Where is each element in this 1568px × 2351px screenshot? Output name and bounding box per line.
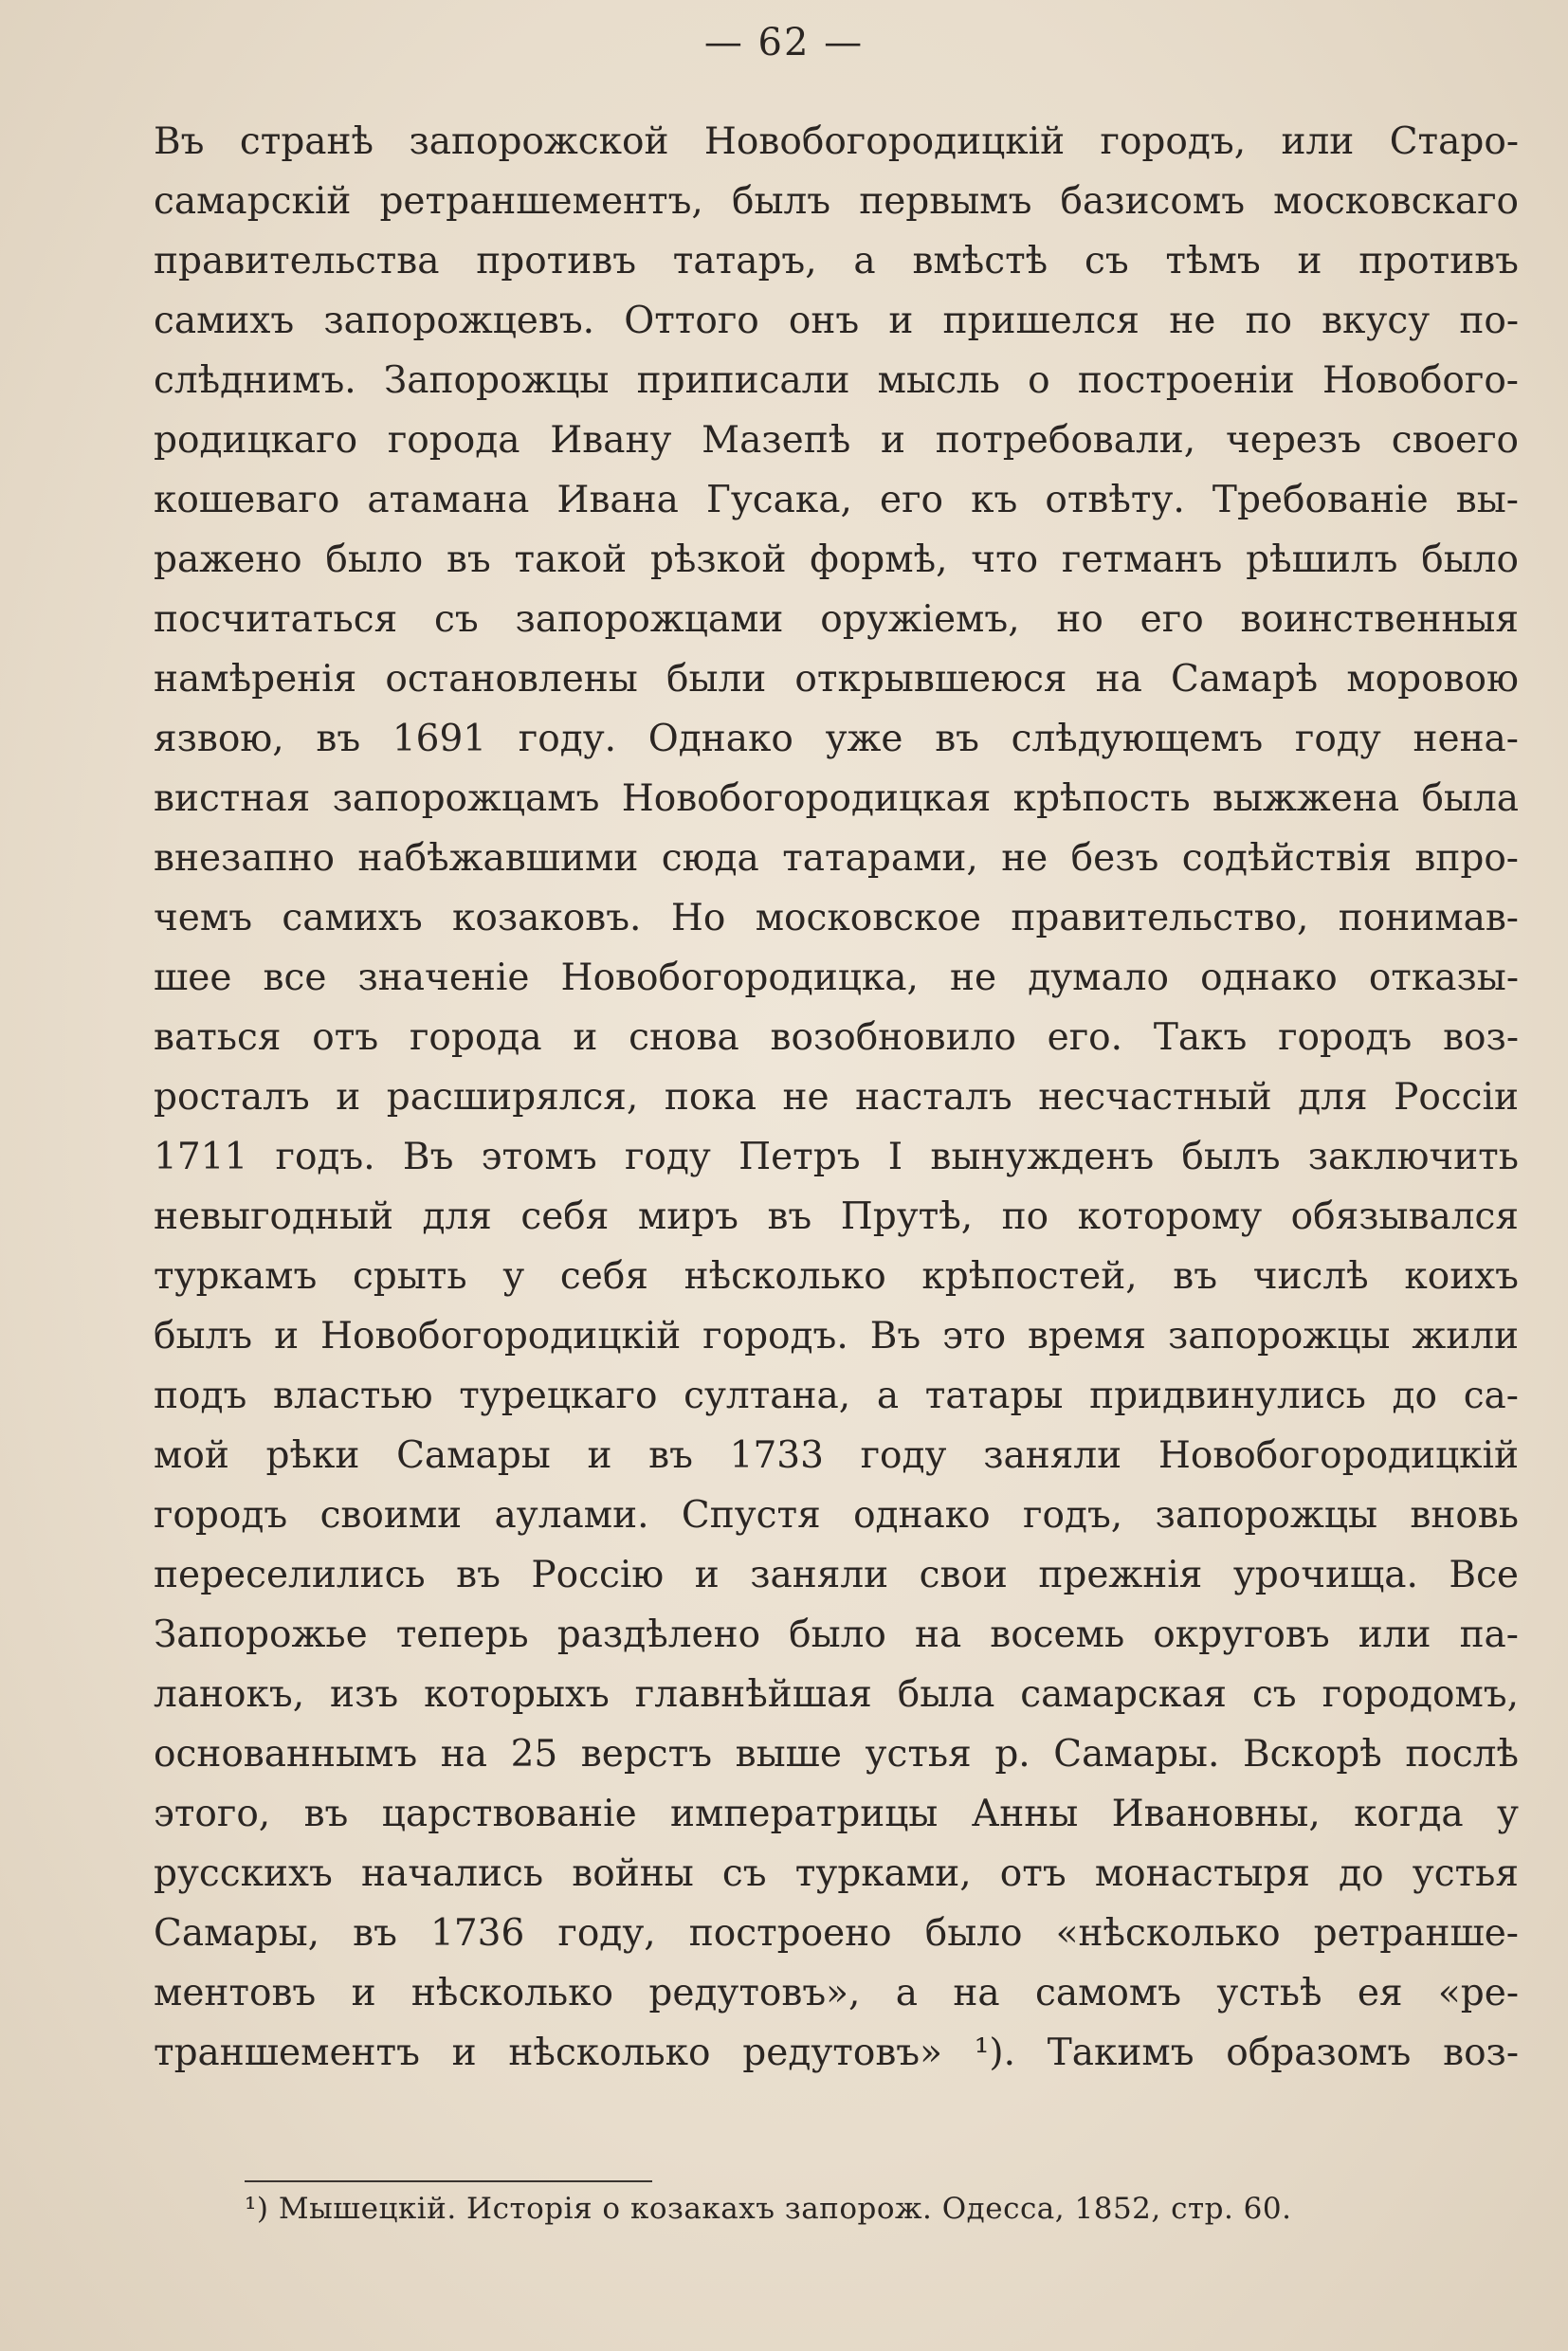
text-line: слѣднимъ. Запорожцы приписали мысль о построеніи Новобого-: [154, 359, 1519, 402]
text-line: Запорожье теперь раздѣлено было на восемь округовъ или па-: [154, 1613, 1519, 1656]
text-line: ражено было въ такой рѣзкой формѣ, что гетманъ рѣшилъ было: [154, 538, 1519, 581]
text-line: кошеваго атамана Ивана Гусака, его къ отвѣту. Требованіе вы-: [154, 479, 1519, 521]
text-line: родицкаго города Ивану Мазепѣ и потребовали, черезъ своего: [154, 419, 1519, 462]
text-line: былъ и Новобогородицкій городъ. Въ это время запорожцы жили: [154, 1315, 1519, 1358]
body-text: [154, 112, 1519, 2083]
text-line: траншементъ и нѣсколько редутовъ» ¹). Такимъ образомъ воз-: [154, 2032, 1519, 2074]
text-line: русскихъ начались войны съ турками, отъ монастыря до устья: [154, 1852, 1519, 1895]
text-line: посчитаться съ запорожцами оружіемъ, но его воинственныя: [154, 598, 1519, 641]
text-line: ментовъ и нѣсколько редутовъ», а на самомъ устьѣ ея «ре-: [154, 1972, 1519, 2014]
text-line: городъ своими аулами. Спустя однако годъ, запорожцы вновь: [154, 1494, 1519, 1537]
text-line: внезапно набѣжавшими сюда татарами, не безъ содѣйствія впро-: [154, 837, 1519, 880]
text-line: вистная запорожцамъ Новобогородицкая крѣпость выжжена была: [154, 777, 1519, 820]
page-number: — 62 —: [703, 21, 865, 64]
text-line: Самары, въ 1736 году, построено было «нѣсколько ретранше-: [154, 1912, 1519, 1955]
text-line: Въ странѣ запорожской Новобогородицкій городъ, или Старо-: [154, 120, 1519, 163]
text-line: росталъ и расширялся, пока не насталъ несчастный для Россіи: [154, 1076, 1519, 1119]
text-line: шее все значеніе Новобогородицка, не думало однако отказы-: [154, 957, 1519, 999]
text-line: правительства противъ татаръ, а вмѣстѣ съ тѣмъ и противъ: [154, 240, 1519, 282]
text-line: невыгодный для себя миръ въ Прутѣ, по которому обязывался: [154, 1195, 1519, 1238]
footnote: ¹) Мышецкій. Исторія о козакахъ запорож. Одесса, 1852, стр. 60.: [245, 2192, 1292, 2226]
text-line: 1711 годъ. Въ этомъ году Петръ I вынужденъ былъ заключить: [154, 1136, 1519, 1178]
footnote-divider: [245, 2180, 652, 2182]
text-line: этого, въ царствованіе императрицы Анны Ивановны, когда у: [154, 1793, 1519, 1835]
text-line: чемъ самихъ козаковъ. Но московское правительство, понимав-: [154, 897, 1519, 939]
text-line: ланокъ, изъ которыхъ главнѣйшая была самарская съ городомъ,: [154, 1673, 1519, 1716]
text-line: переселились въ Россію и заняли свои прежнія урочища. Все: [154, 1554, 1519, 1596]
text-line: подъ властью турецкаго султана, а татары придвинулись до са-: [154, 1375, 1519, 1417]
text-line: намѣренія остановлены были открывшеюся на Самарѣ моровою: [154, 658, 1519, 701]
text-line: туркамъ срыть у себя нѣсколько крѣпостей, въ числѣ коихъ: [154, 1255, 1519, 1298]
text-line: мой рѣки Самары и въ 1733 году заняли Новобогородицкій: [154, 1434, 1519, 1477]
text-line: самихъ запорожцевъ. Оттого онъ и пришелся не по вкусу по-: [154, 300, 1519, 342]
text-line: ваться отъ города и снова возобновило его. Такъ городъ воз-: [154, 1016, 1519, 1059]
text-line: основаннымъ на 25 верстъ выше устья р. Самары. Вскорѣ послѣ: [154, 1733, 1519, 1776]
text-line: самарскій ретраншементъ, былъ первымъ базисомъ московскаго: [154, 180, 1519, 223]
text-line: язвою, въ 1691 году. Однако уже въ слѣдующемъ году нена-: [154, 718, 1519, 760]
